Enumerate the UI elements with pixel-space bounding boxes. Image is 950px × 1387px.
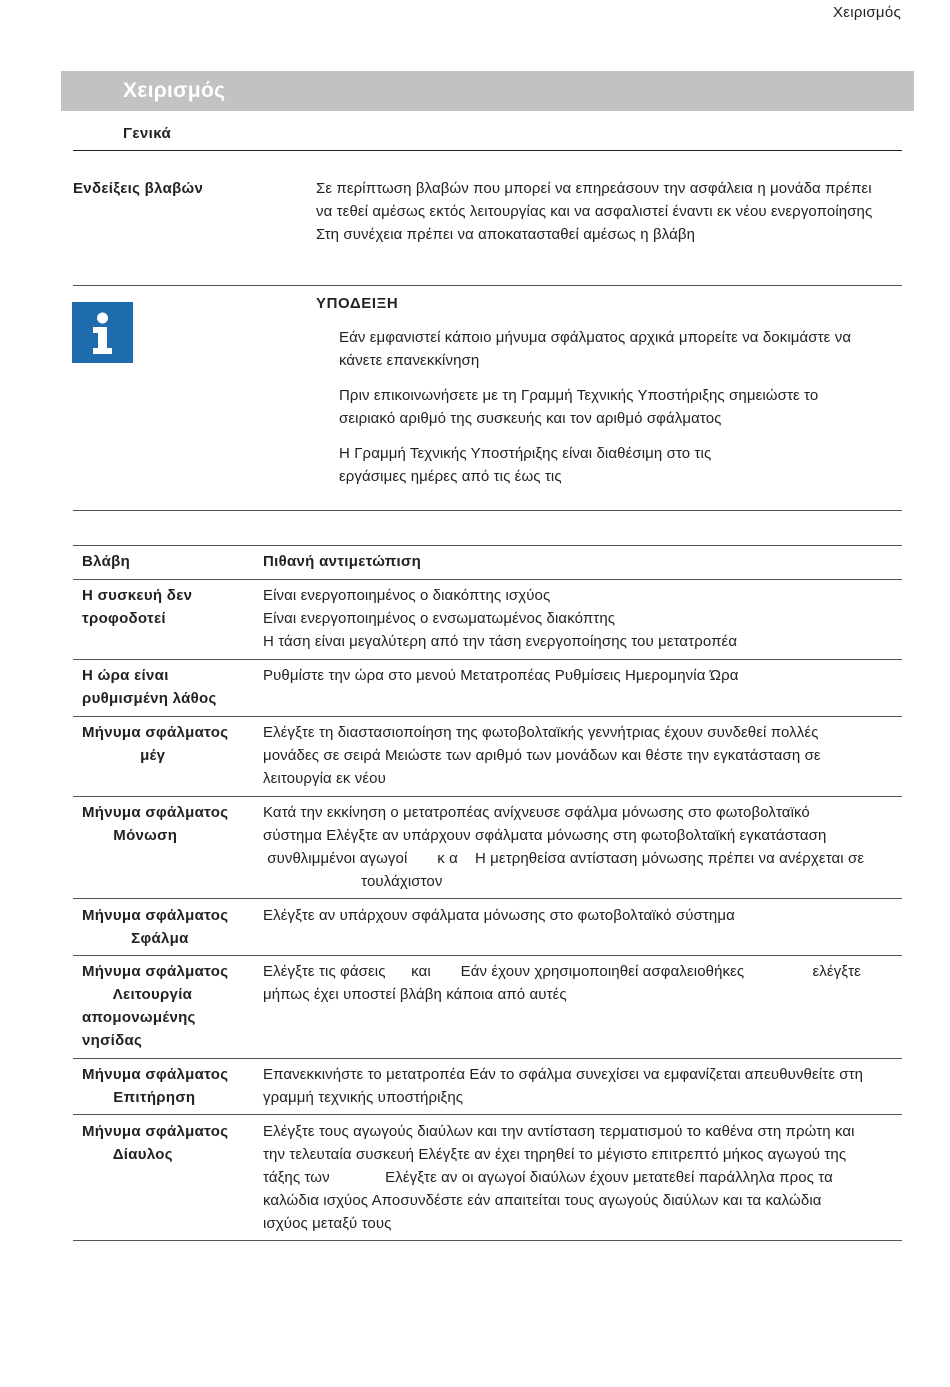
text-line: Κατά την εκκίνηση ο μετατροπέας ανίχνευσε σφάλμα μόνωσης στο φωτοβολταϊκό [263,804,810,821]
divider [73,285,902,286]
text-line: ρυθμισμένη λάθος [82,690,217,707]
info-icon [72,302,133,363]
row-divider [73,1114,902,1115]
table-row-fault [82,721,257,767]
text-line: Επιτήρηση [82,1089,196,1106]
text-line: μέγ [82,747,166,764]
table-row-remedy [263,664,903,687]
text-line: Μήνυμα σφάλματος [82,963,229,980]
text-line: Εάν εμφανιστεί κάποιο μήνυμα σφάλματος αρχικά μπορείτε να δοκιμάστε να [339,329,852,346]
fault-indications-label: Ενδείξεις βλαβών [73,180,204,197]
table-row-fault [82,1120,257,1166]
table-row-remedy [263,1120,903,1235]
text-line: λειτουργία εκ νέου [263,770,386,787]
text-line: Η Γραμμή Τεχνικής Υποστήριξης είναι διαθέσιμη στο τις [339,445,712,462]
row-divider [73,898,902,899]
section-header-bar [61,71,914,111]
text-line: Η τάση είναι μεγαλύτερη από την τάση ενεργοποίησης του μετατροπέα [263,633,738,650]
text-line: να τεθεί αμέσως εκτός λειτουργίας και να ασφαλιστεί έναντι εκ νέου ενεργοποίησης [316,203,873,220]
text-line: Ρυθμίστε την ώρα στο μενού Μετατροπέας Ρυθμίσεις Ημερομηνία Ώρα [263,667,739,684]
text-line: συνθλιμμένοι αγωγοί κ α Η μετρηθείσα αντίσταση μόνωσης πρέπει να ανέρχεται σε [263,850,865,867]
table-row-remedy [263,1063,903,1109]
text-line: Η συσκευή δεν [82,587,193,604]
text-line: Είναι ενεργοποιημένος ο διακόπτης ισχύος [263,587,551,604]
table-header-remedy: Πιθανή αντιμετώπιση [263,553,422,570]
table-row-fault [82,904,257,950]
text-line: νησίδας [82,1032,143,1049]
table-header-fault: Βλάβη [82,553,131,570]
text-line: Είναι ενεργοποιημένος ο ενσωματωμένος διακόπτης [263,610,616,627]
note-title: ΥΠΟΔΕΙΞΗ [316,295,399,312]
text-line: Λειτουργία [82,986,193,1003]
text-line: Σφάλμα [82,930,189,947]
text-line: γραμμή τεχνικής υποστήριξης [263,1089,464,1106]
table-row-remedy [263,721,903,790]
note-paragraph [339,442,899,488]
text-line: Επανεκκινήστε το μετατροπέα Εάν το σφάλμα συνεχίσει να εμφανίζεται απευθυνθείτε στη [263,1066,864,1083]
text-line: τάξης των Ελέγξτε αν οι αγωγοί διαύλων έχουν μετατεθεί παράλληλα προς τα [263,1169,833,1186]
running-header: Χειρισμός [832,4,901,21]
text-line: Ελέγξτε τη διαστασιοποίηση της φωτοβολταϊκής γεννήτριας έχουν συνδεθεί πολλές [263,724,819,741]
subheading: Γενικά [123,125,172,142]
text-line: Μήνυμα σφάλματος [82,724,229,741]
text-line: τροφοδοτεί [82,610,166,627]
table-bottom-rule [73,1240,902,1241]
note-paragraph [339,384,899,430]
divider [73,510,902,511]
text-line: Πριν επικοινωνήσετε με τη Γραμμή Τεχνικής Υποστήριξης σημειώστε το [339,387,819,404]
text-line: Δίαυλος [82,1146,173,1163]
divider [73,150,902,151]
text-line: Μήνυμα σφάλματος [82,907,229,924]
row-divider [73,955,902,956]
text-line: Μήνυμα σφάλματος [82,804,229,821]
text-line: Μήνυμα σφάλματος [82,1123,229,1140]
table-header-rule [73,579,902,580]
row-divider [73,796,902,797]
text-line: την τελευταία συσκευή Ελέγξτε αν έχει τηρηθεί το μέγιστο επιτρεπτό μήκος αγωγού της [263,1146,847,1163]
fault-indications-text [316,177,906,246]
row-divider [73,716,902,717]
text-line: Η ώρα είναι [82,667,169,684]
text-line: Στη συνέχεια πρέπει να αποκατασταθεί αμέσως η βλάβη [316,226,696,243]
text-line: Σε περίπτωση βλαβών που μπορεί να επηρεάσουν την ασφάλεια η μονάδα πρέπει [316,180,872,197]
table-row-fault [82,664,257,710]
text-line: εργάσιμες ημέρες από τις έως τις [339,468,562,485]
table-row-fault [82,801,257,847]
row-divider [73,659,902,660]
text-line: καλώδια ισχύος Αποσυνδέστε εάν απαιτείται τους αγωγούς διαύλων και τα καλώδια [263,1192,822,1209]
table-row-remedy [263,584,903,653]
text-line: απομονωμένης [82,1009,196,1026]
table-top-rule [73,545,902,546]
table-row-remedy [263,801,903,893]
text-line: Μόνωση [82,827,178,844]
text-line: Μήνυμα σφάλματος [82,1066,229,1083]
text-line: Ελέγξτε τις φάσεις και Εάν έχουν χρησιμοποιηθεί ασφαλειοθήκες ελέγξτε [263,963,861,980]
note-paragraph [339,326,899,372]
text-line: ισχύος μεταξύ τους [263,1215,392,1232]
table-row-remedy [263,960,903,1006]
row-divider [73,1058,902,1059]
section-title: Χειρισμός [123,79,226,102]
text-line: σύστημα Ελέγξτε αν υπάρχουν σφάλματα μόνωσης στη φωτοβολταϊκή εγκατάσταση [263,827,827,844]
table-row-fault [82,960,257,1052]
table-row-remedy [263,904,903,927]
table-row-fault [82,584,257,630]
text-line: κάνετε επανεκκίνηση [339,352,480,369]
text-line: σειριακό αριθμό της συσκευής και τον αριθμό σφάλματος [339,410,722,427]
text-line: μονάδες σε σειρά Μειώστε των αριθμό των μονάδων και θέστε την εγκατάσταση σε [263,747,821,764]
text-line: τουλάχιστον [263,873,443,890]
table-row-fault [82,1063,257,1109]
text-line: μήπως έχει υποστεί βλάβη κάποια από αυτές [263,986,567,1003]
text-line: Ελέγξτε τους αγωγούς διαύλων και την αντίσταση τερματισμού το καθένα στη πρώτη και [263,1123,855,1140]
text-line: Ελέγξτε αν υπάρχουν σφάλματα μόνωσης στο φωτοβολταϊκό σύστημα [263,907,735,924]
